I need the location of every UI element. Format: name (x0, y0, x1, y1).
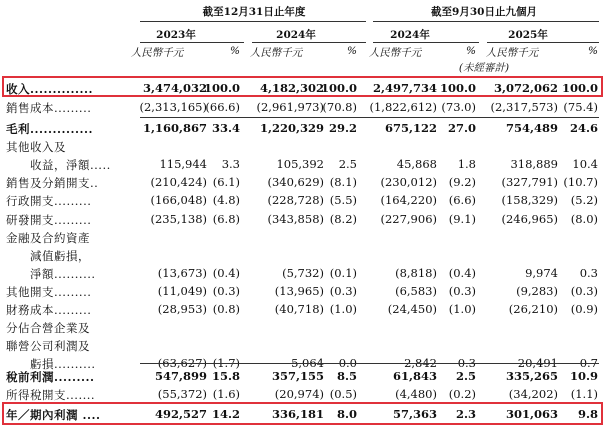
cell-amt-2024-9m: (227,906) (380, 212, 437, 226)
table-row (0, 282, 605, 300)
cell-pct-2025: (8.0) (570, 212, 598, 226)
cell-amt-2025: (26,210) (508, 302, 558, 316)
cell-amt-2025: 9,974 (525, 266, 558, 280)
cell-pct-2025: (5.2) (570, 193, 598, 207)
cell-pct-2025: 10.9 (569, 369, 598, 383)
rule-above-gross-profit (140, 117, 599, 118)
unit-amount-2024-fy: 人民幣千元 (249, 47, 303, 59)
cell-amt-2023: (2,313,165) (139, 100, 207, 114)
cell-pct-2024-fy: 2.5 (338, 157, 357, 171)
table-row (0, 173, 605, 191)
cell-amt-2024-9m: 61,843 (392, 369, 437, 383)
unit-pct-2024-9m: % (466, 45, 476, 57)
row-label: 銷售及分銷開支.. (6, 176, 99, 190)
row-label: 聯營公司利潤及 (6, 339, 90, 353)
row-label: 毛利.............. (6, 122, 94, 136)
cell-amt-2024-9m: (6,583) (395, 284, 437, 298)
cell-amt-2023: 3,474,032 (142, 81, 207, 95)
row-label: 減值虧損， (30, 249, 90, 263)
cell-pct-2024-9m: (0.2) (448, 387, 476, 401)
cell-amt-2023: 547,899 (154, 369, 207, 383)
cell-amt-2023: 492,527 (154, 407, 207, 421)
row-label: 收入.............. (6, 82, 94, 96)
header-rule-2024-fy (252, 42, 366, 43)
table-row (0, 119, 605, 137)
cell-pct-2025: 0.7 (579, 356, 598, 370)
table-row (0, 210, 605, 228)
row-label: 稅前利潤......... (6, 370, 95, 384)
cell-amt-2024-fy: 357,155 (271, 369, 324, 383)
cell-amt-2024-fy: (343,858) (267, 212, 324, 226)
table-row (0, 318, 605, 336)
table-row (0, 367, 605, 385)
highlight-revenue-row (2, 76, 603, 97)
table-row (0, 246, 605, 264)
cell-amt-2023: (28,953) (157, 302, 207, 316)
cell-pct-2024-9m: (9.2) (448, 175, 476, 189)
cell-pct-2024-9m: (1.0) (448, 302, 476, 316)
cell-amt-2025: (2,317,573) (490, 100, 558, 114)
row-label: 虧損.......... (30, 357, 96, 371)
header-year-2025: 2025年 (508, 29, 548, 41)
cell-amt-2025: (158,329) (501, 193, 558, 207)
unit-pct-2024-fy: % (347, 45, 357, 57)
row-label: 年／期內利潤 .... (6, 408, 101, 422)
cell-amt-2024-9m: 2,842 (404, 356, 437, 370)
cell-pct-2023: (1.7) (212, 356, 240, 370)
cell-amt-2024-9m: (4,480) (395, 387, 437, 401)
cell-amt-2023: (13,673) (157, 266, 207, 280)
cell-amt-2023: (63,627) (157, 356, 207, 370)
cell-pct-2024-9m: (0.3) (448, 284, 476, 298)
cell-pct-2025: 24.6 (569, 121, 598, 135)
cell-pct-2024-fy: (0.3) (329, 284, 357, 298)
cell-pct-2024-9m: (0.4) (448, 266, 476, 280)
cell-pct-2024-9m: 100.0 (439, 81, 476, 95)
row-label: 金融及合約資產 (6, 231, 90, 245)
cell-pct-2023: (6.1) (212, 175, 240, 189)
unit-pct-2023: % (230, 45, 240, 57)
cell-amt-2024-fy: (40,718) (274, 302, 324, 316)
cell-pct-2023: (4.8) (212, 193, 240, 207)
cell-pct-2024-fy: (0.1) (329, 266, 357, 280)
cell-pct-2023: 3.3 (221, 157, 240, 171)
cell-pct-2023: (0.4) (212, 266, 240, 280)
cell-amt-2024-9m: (8,818) (395, 266, 437, 280)
row-label: 其他開支......... (6, 285, 92, 299)
row-label: 所得稅開支....... (6, 388, 96, 402)
cell-pct-2024-fy: 29.2 (328, 121, 357, 135)
cell-pct-2023: (66.6) (205, 100, 240, 114)
cell-pct-2024-fy: (1.0) (329, 302, 357, 316)
header-rule-2024-9m (373, 42, 479, 43)
cell-pct-2025: 100.0 (561, 81, 598, 95)
row-label: 研發開支......... (6, 213, 92, 227)
cell-amt-2024-9m: 675,122 (384, 121, 437, 135)
table-row (0, 155, 605, 173)
cell-pct-2025: 0.3 (579, 266, 598, 280)
cell-amt-2024-9m: 2,497,734 (372, 81, 437, 95)
cell-pct-2023: 100.0 (203, 81, 240, 95)
cell-pct-2025: 9.8 (577, 407, 598, 421)
cell-pct-2024-fy: (5.5) (329, 193, 357, 207)
rule-above-pretax (140, 363, 599, 364)
cell-amt-2025: 318,889 (510, 157, 558, 171)
cell-pct-2024-9m: 2.3 (455, 407, 476, 421)
cell-amt-2024-9m: (164,220) (380, 193, 437, 207)
cell-pct-2025: (75.4) (563, 100, 598, 114)
cell-amt-2023: (166,048) (150, 193, 207, 207)
cell-amt-2025: 20,491 (517, 356, 558, 370)
cell-pct-2024-9m: 27.0 (447, 121, 476, 135)
cell-pct-2024-9m: (73.0) (441, 100, 476, 114)
cell-amt-2024-fy: (340,629) (267, 175, 324, 189)
row-label: 行政開支......... (6, 194, 92, 208)
header-year-2024-9m: 2024年 (390, 29, 430, 41)
table-row (0, 264, 605, 282)
cell-pct-2024-fy: 100.0 (320, 81, 357, 95)
header-group-9m: 截至9月30日止九個月 (431, 6, 537, 18)
header-rule-fy (140, 21, 366, 22)
cell-pct-2025: 10.4 (572, 157, 598, 171)
cell-amt-2023: (55,372) (157, 387, 207, 401)
cell-amt-2025: 335,265 (505, 369, 558, 383)
cell-amt-2025: (9,283) (516, 284, 558, 298)
cell-amt-2024-9m: (24,450) (387, 302, 437, 316)
unit-pct-2025: % (588, 45, 598, 57)
cell-amt-2023: 1,160,867 (142, 121, 207, 135)
table-row (0, 228, 605, 246)
cell-amt-2025: 754,489 (505, 121, 558, 135)
cell-pct-2025: (0.3) (570, 284, 598, 298)
cell-amt-2023: (11,049) (157, 284, 207, 298)
cell-amt-2024-fy: 1,220,329 (259, 121, 324, 135)
cell-amt-2024-9m: (230,012) (380, 175, 437, 189)
unit-amount-2024-9m: 人民幣千元 (368, 47, 422, 59)
header-rule-2025 (487, 42, 599, 43)
header-rule-2023 (140, 42, 244, 43)
header-group-fy: 截至12月31日止年度 (202, 6, 306, 18)
cell-amt-2025: (246,965) (501, 212, 558, 226)
highlight-profit-row (2, 402, 603, 425)
cell-pct-2024-fy: (0.5) (329, 387, 357, 401)
row-label: 其他收入及 (6, 140, 66, 154)
cell-pct-2023: 14.2 (211, 407, 240, 421)
table-row (0, 98, 605, 116)
cell-pct-2025: (0.9) (570, 302, 598, 316)
cell-pct-2024-fy: 8.0 (336, 407, 357, 421)
cell-amt-2025: 3,072,062 (493, 81, 558, 95)
unit-amount-2025: 人民幣千元 (485, 47, 539, 59)
cell-amt-2025: 301,063 (505, 407, 558, 421)
cell-amt-2025: (327,791) (501, 175, 558, 189)
cell-pct-2023: 33.4 (211, 121, 240, 135)
cell-pct-2025: (10.7) (563, 175, 598, 189)
header-year-2024-fy: 2024年 (276, 29, 316, 41)
table-row (0, 336, 605, 354)
cell-amt-2025: (34,202) (508, 387, 558, 401)
cell-pct-2024-9m: (6.6) (448, 193, 476, 207)
cell-pct-2023: (0.3) (212, 284, 240, 298)
unit-unaudited: (未經審計) (458, 62, 510, 74)
cell-amt-2024-9m: 57,363 (392, 407, 437, 421)
header-year-2023: 2023年 (156, 29, 196, 41)
table-row (0, 137, 605, 155)
cell-amt-2023: 115,944 (159, 157, 207, 171)
cell-amt-2024-9m: 45,868 (396, 157, 437, 171)
cell-pct-2024-9m: (9.1) (448, 212, 476, 226)
cell-pct-2023: (1.6) (212, 387, 240, 401)
cell-amt-2023: (210,424) (150, 175, 207, 189)
table-row (0, 191, 605, 209)
row-label: 淨額.......... (30, 267, 96, 281)
cell-pct-2024-fy: (8.2) (329, 212, 357, 226)
cell-pct-2024-fy: (8.1) (329, 175, 357, 189)
cell-amt-2024-fy: (228,728) (267, 193, 324, 207)
cell-amt-2024-fy: (13,965) (274, 284, 324, 298)
cell-amt-2024-fy: 105,392 (276, 157, 324, 171)
row-label: 分佔合營企業及 (6, 321, 90, 335)
cell-amt-2023: (235,138) (150, 212, 207, 226)
cell-amt-2024-fy: 5,064 (291, 356, 324, 370)
row-label: 收益，淨額..... (30, 158, 111, 172)
cell-amt-2024-fy: (5,732) (282, 266, 324, 280)
cell-amt-2024-fy: 336,181 (271, 407, 324, 421)
cell-pct-2024-fy: (70.8) (322, 100, 357, 114)
cell-pct-2024-fy: 8.5 (336, 369, 357, 383)
table-row (0, 385, 605, 403)
cell-amt-2024-fy: (20,974) (274, 387, 324, 401)
row-label: 財務成本......... (6, 303, 92, 317)
cell-pct-2024-fy: 0.0 (338, 356, 357, 370)
row-label: 銷售成本......... (6, 101, 92, 115)
cell-pct-2024-9m: 2.5 (455, 369, 476, 383)
unit-amount-2023: 人民幣千元 (130, 47, 184, 59)
table-row (0, 300, 605, 318)
cell-pct-2024-9m: 0.3 (457, 356, 476, 370)
cell-pct-2025: (1.1) (570, 387, 598, 401)
cell-amt-2024-fy: (2,961,973) (256, 100, 324, 114)
cell-amt-2024-fy: 4,182,302 (259, 81, 324, 95)
header-rule-9m (373, 21, 599, 22)
cell-amt-2024-9m: (1,822,612) (369, 100, 437, 114)
cell-pct-2023: (6.8) (212, 212, 240, 226)
cell-pct-2024-9m: 1.8 (457, 157, 476, 171)
cell-pct-2023: 15.8 (211, 369, 240, 383)
cell-pct-2023: (0.8) (212, 302, 240, 316)
